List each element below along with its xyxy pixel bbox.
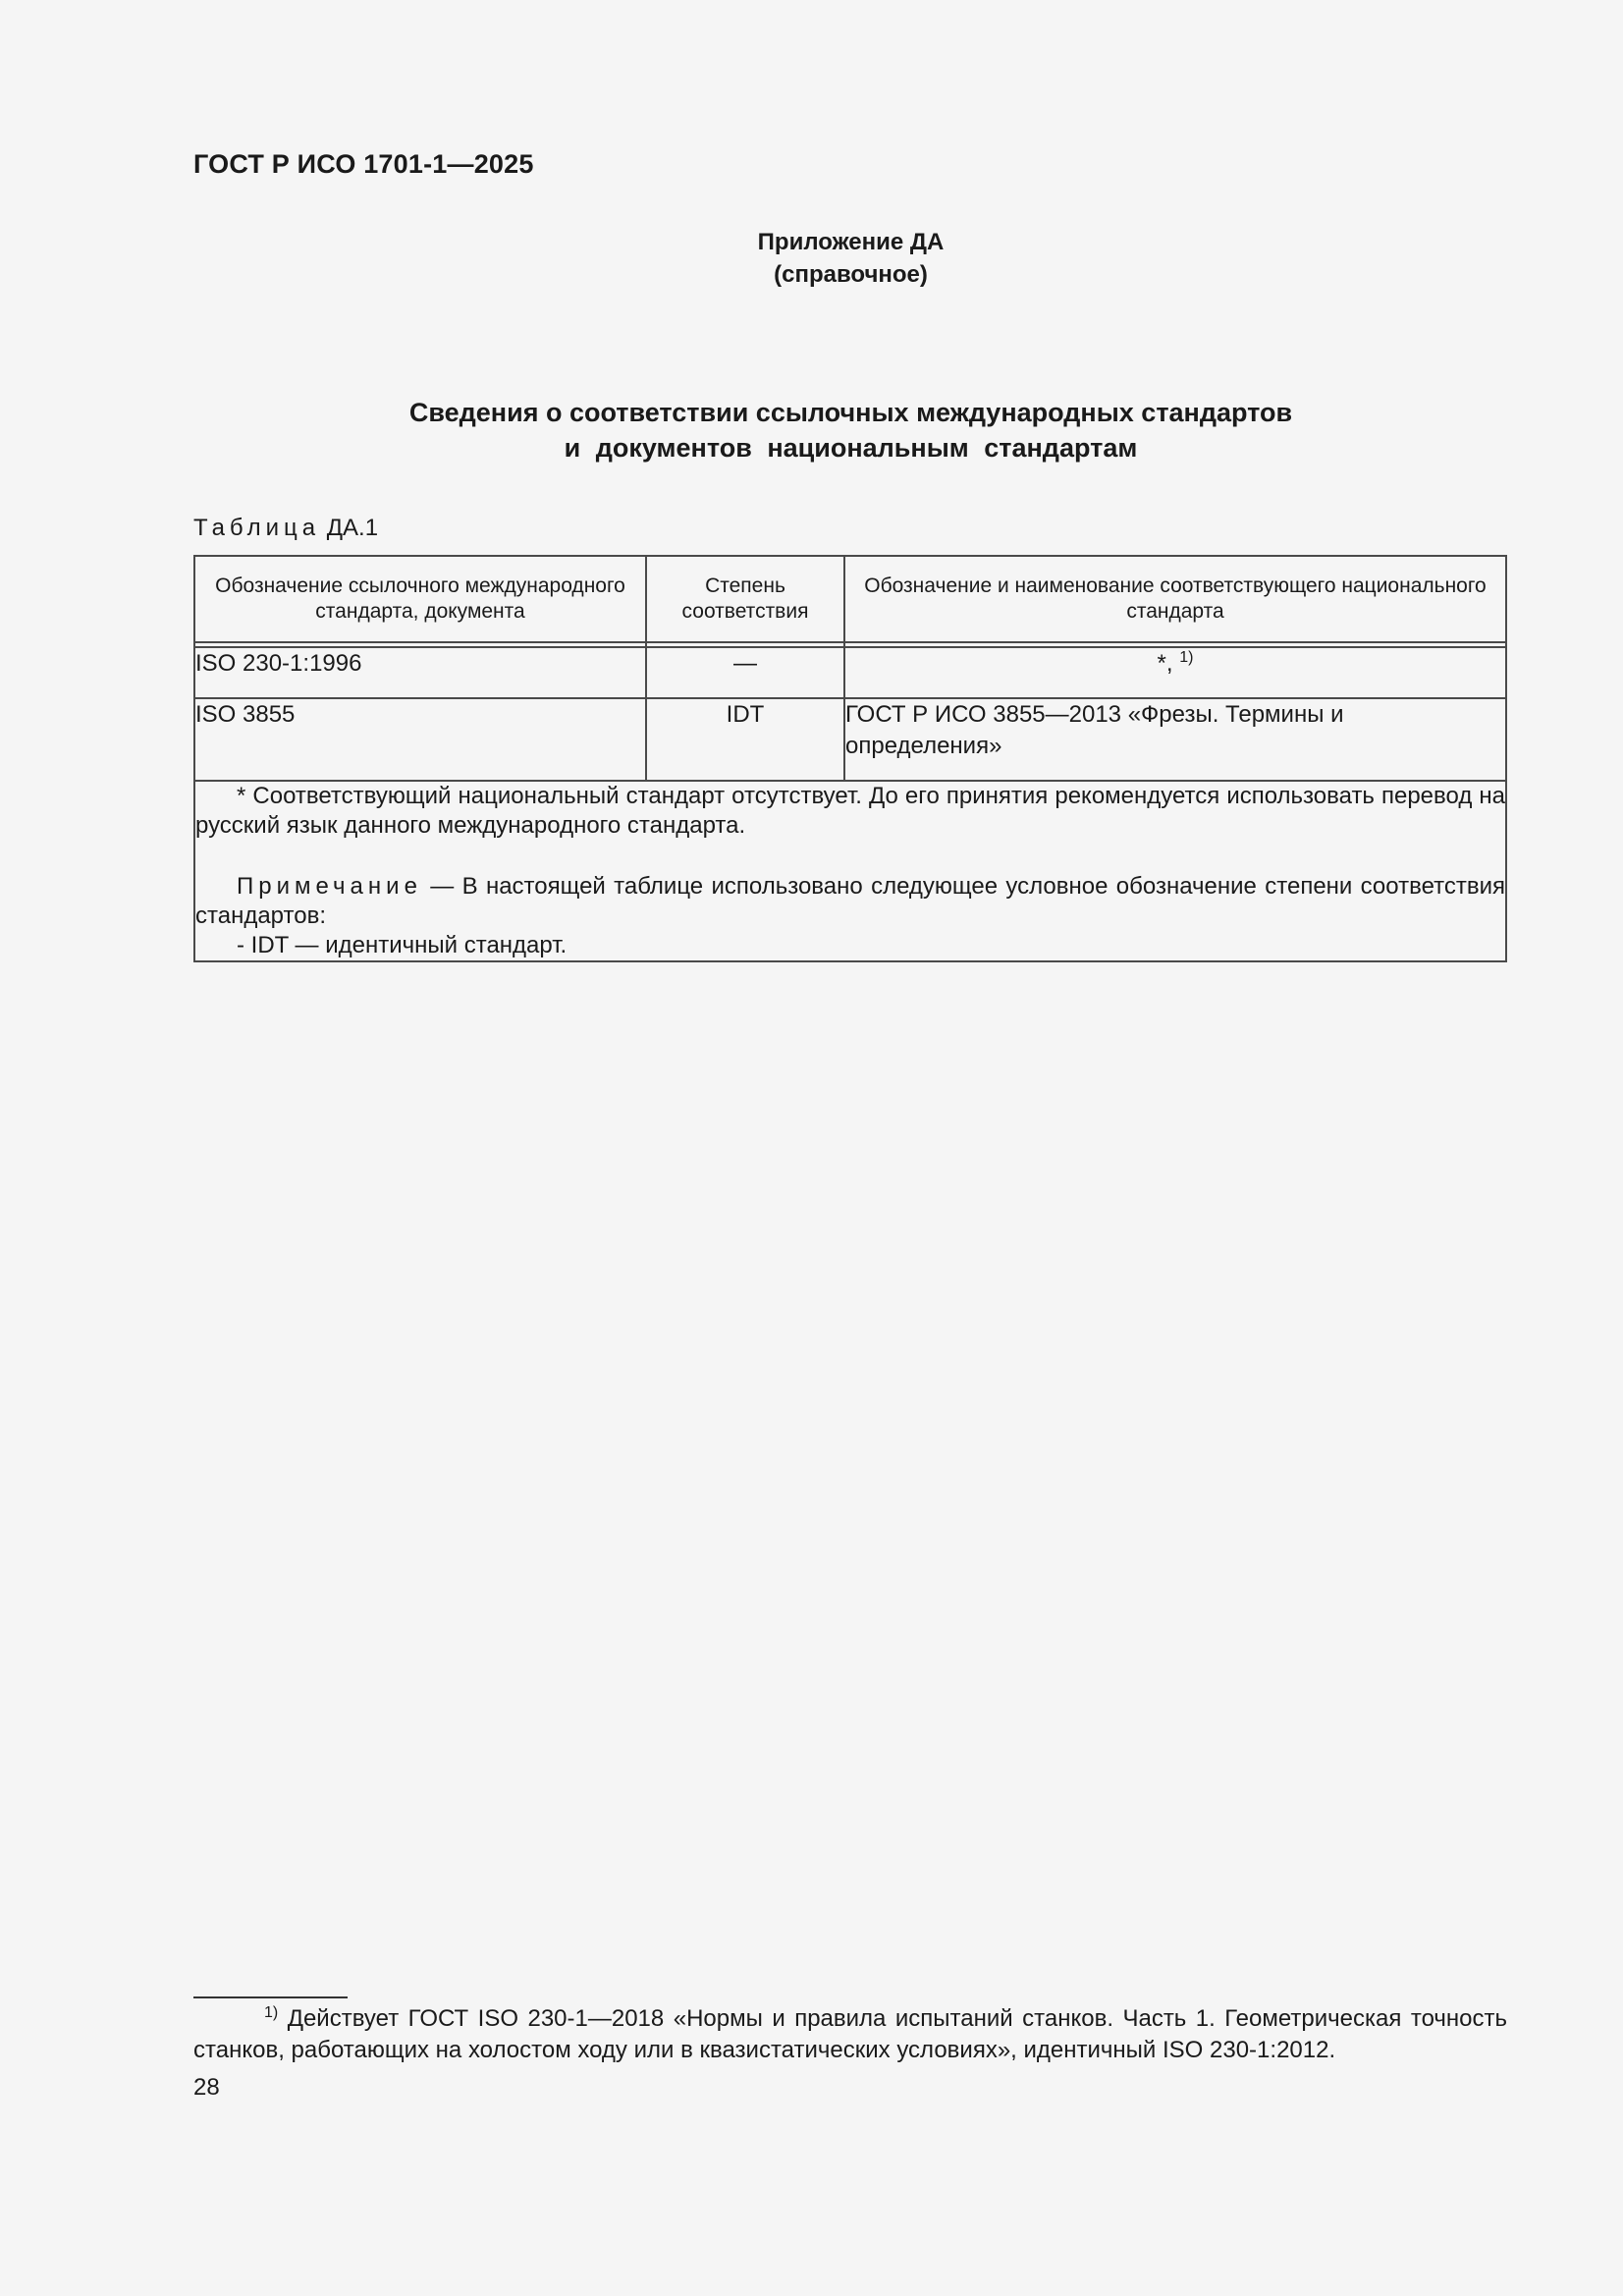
cell-degree: — <box>646 647 844 698</box>
cell-ref: ISO 230-1:1996 <box>194 647 646 698</box>
annex-title-line1: Сведения о соответствии ссылочных международных стандартов <box>408 398 1293 427</box>
footnote-mark: 1) <box>264 2004 279 2021</box>
footnote-divider <box>193 1996 348 1998</box>
annex-title <box>0 395 1623 465</box>
note-label: Примечание <box>237 873 422 900</box>
header-degree: Степень соответствия <box>646 556 844 642</box>
table-header-row <box>194 556 1506 642</box>
note-text: — В настоящей таблице использовано следующее условное обозначение степени соответствия стандартов: <box>195 873 1505 929</box>
cell-national: ГОСТ Р ИСО 3855—2013 «Фрезы. Термины и определения» <box>844 698 1506 781</box>
cell-degree: IDT <box>646 698 844 781</box>
table-caption-word: Таблица <box>193 515 321 541</box>
asterisk-note: * Соответствующий национальный стандарт отсутствует. До его принятия рекомендуется использовать перевод на русский язык данного международного стандарта. <box>195 783 1505 839</box>
table-note <box>195 872 1505 931</box>
table-notes <box>194 781 1506 961</box>
table-row <box>194 647 1506 698</box>
reference-table <box>193 555 1507 962</box>
cell-national-text: *, <box>1157 650 1173 677</box>
annex-heading <box>0 226 1623 291</box>
table-notes-row <box>194 781 1506 961</box>
footnote <box>193 2003 1507 2066</box>
header-national-standard: Обозначение и наименование соответствующего национального стандарта <box>844 556 1506 642</box>
annex-title-line2: и документов национальным стандартам <box>564 433 1138 463</box>
footnote-text: Действует ГОСТ ISO 230-1—2018 «Нормы и правила испытаний станков. Часть 1. Геометрическая точность станков, работающих на холостом ходу или в квазистатических условиях», идентичный ISO 230-1:2012. <box>193 2005 1507 2063</box>
note-list-item: - IDT — идентичный стандарт. <box>237 932 568 958</box>
document-code: ГОСТ Р ИСО 1701-1—2025 <box>193 149 534 179</box>
annex-label: Приложение ДА <box>757 229 945 255</box>
table-caption-number: ДА.1 <box>326 515 379 541</box>
annex-kind: (справочное) <box>774 261 928 288</box>
table-caption <box>193 515 378 542</box>
page-number: 28 <box>193 2074 220 2101</box>
header-international-standard: Обозначение ссылочного международного стандарта, документа <box>194 556 646 642</box>
table-row <box>194 698 1506 781</box>
cell-national <box>844 647 1506 698</box>
footnote-ref: 1) <box>1179 649 1194 666</box>
cell-ref: ISO 3855 <box>194 698 646 781</box>
